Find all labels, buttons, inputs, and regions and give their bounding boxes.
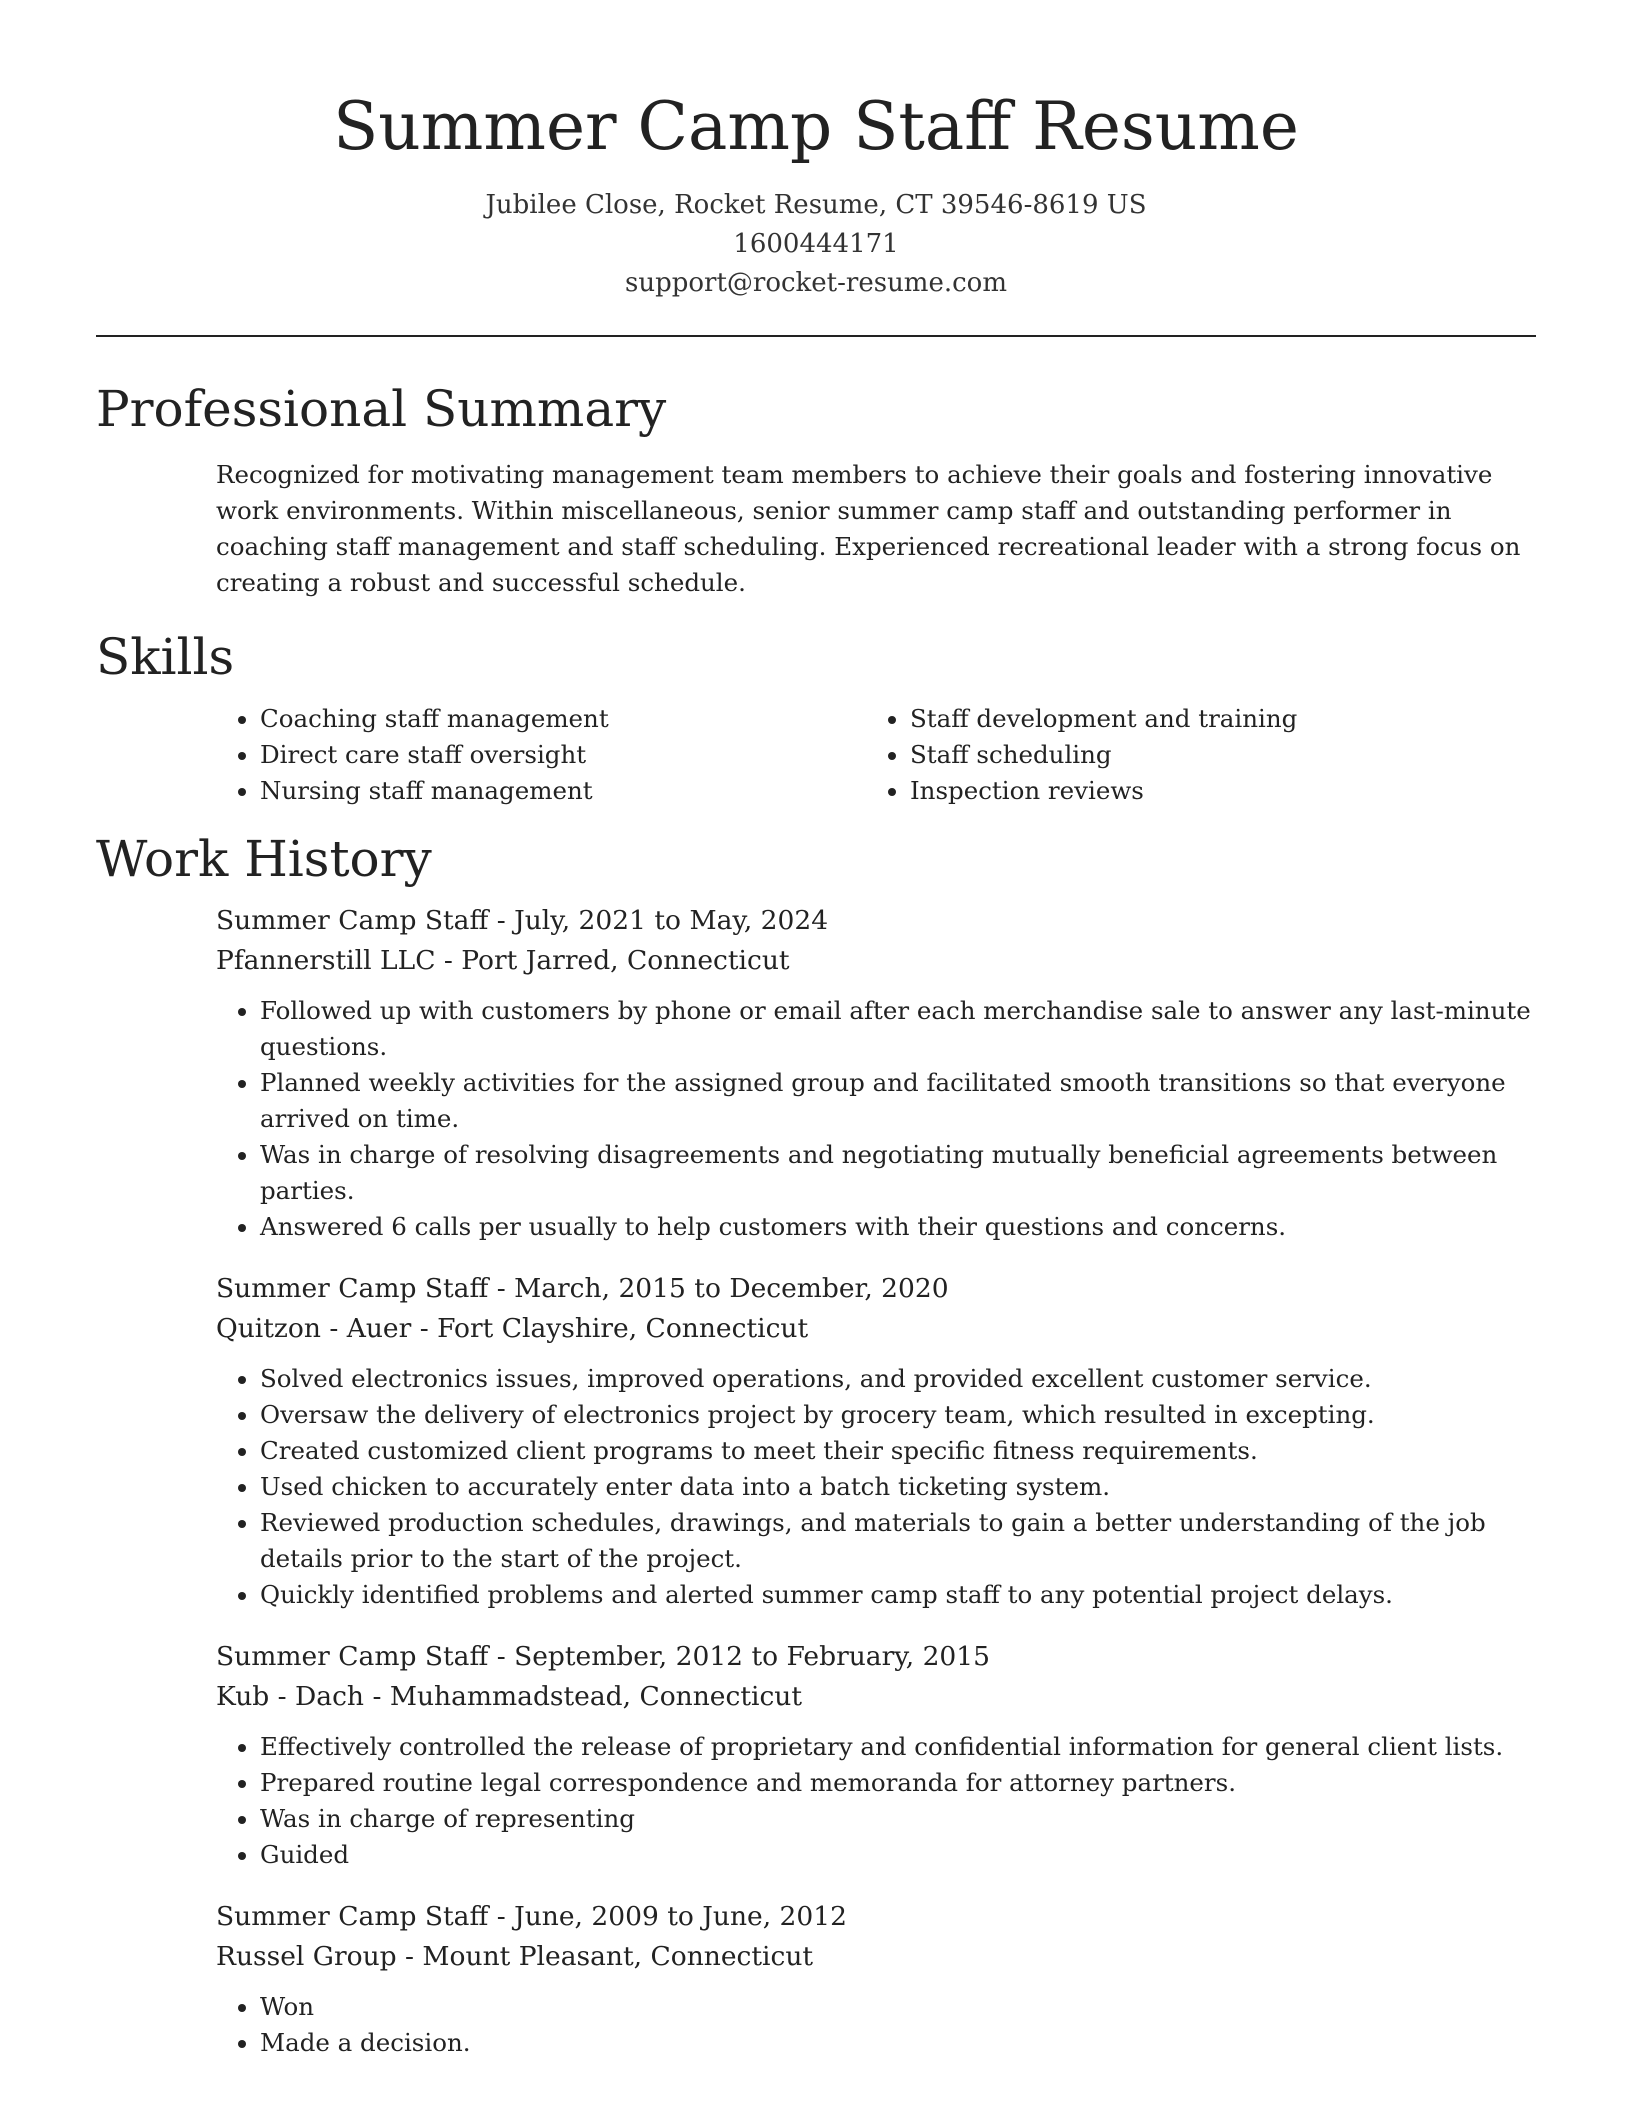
- job-title-line: [216, 1637, 1536, 1677]
- skills-list: [216, 701, 1536, 809]
- job-bullets: [216, 993, 1536, 1245]
- job-bullets: [216, 1361, 1536, 1613]
- job-bullet: • Won: [260, 1989, 1536, 2025]
- job-bullet: • Reviewed production schedules, drawings, and materials to gain a better understanding of the job details prior to the start of the project.: [260, 1505, 1536, 1577]
- job-company-line: [216, 1309, 1536, 1349]
- job-dates: - September, 2012 to February, 2015: [488, 1641, 991, 1672]
- contact-address: Jubilee Close, Rocket Resume, CT 39546-8619 US: [485, 190, 1147, 220]
- job-bullet: • Created customized client programs to meet their specific fitness requirements.: [260, 1433, 1536, 1469]
- job-bullet: • Guided: [260, 1837, 1536, 1873]
- job-bullet: • Followed up with customers by phone or email after each merchandise sale to answer any last-minute questions.: [260, 993, 1536, 1065]
- job-entry: [216, 1897, 1536, 2061]
- job-bullet: • Was in charge of representing: [260, 1801, 1536, 1837]
- job-entry: [216, 1269, 1536, 1613]
- job-title-line: [216, 1269, 1536, 1309]
- job-bullet: • Was in charge of resolving disagreements and negotiating mutually beneficial agreements between parties.: [260, 1137, 1536, 1209]
- skills-heading: Skills: [96, 628, 235, 686]
- job-bullet: • Used chicken to accurately enter data into a batch ticketing system.: [260, 1469, 1536, 1505]
- job-title-line: [216, 901, 1536, 941]
- job-company-line: [216, 941, 1536, 981]
- job-dates: - June, 2009 to June, 2012: [488, 1901, 847, 1932]
- summary-text: Recognized for motivating management team members to achieve their goals and fostering innovative work environments. Within miscellaneous, senior summer camp staff and outstanding performer in coaching staff management and staff scheduling. Experienced recreational leader with a strong focus on creating a robust and successful schedule.: [216, 460, 1521, 597]
- job-company-line: [216, 1937, 1536, 1977]
- job-location: - Port Jarred, Connecticut: [435, 945, 790, 976]
- job-bullet: • Quickly identified problems and alerted summer camp staff to any potential project delays.: [260, 1577, 1536, 1613]
- skills-column-left: [216, 701, 866, 809]
- skill-item: • Staff scheduling: [910, 737, 1516, 773]
- skill-item: • Inspection reviews: [910, 773, 1516, 809]
- job-bullet: • Made a decision.: [260, 2025, 1536, 2061]
- job-role: Summer Camp Staff: [216, 905, 489, 936]
- job-bullet: • Solved electronics issues, improved operations, and provided excellent customer service.: [260, 1361, 1536, 1397]
- job-bullet: • Effectively controlled the release of proprietary and confidential information for general client lists.: [260, 1729, 1536, 1765]
- job-bullets: [216, 1729, 1536, 1873]
- job-location: - Fort Clayshire, Connecticut: [411, 1313, 809, 1344]
- contact-block: [96, 186, 1536, 303]
- skill-item: • Direct care staff oversight: [260, 737, 866, 773]
- work-history-heading: Work History: [96, 830, 432, 888]
- job-bullet: • Answered 6 calls per usually to help customers with their questions and concerns.: [260, 1209, 1536, 1245]
- job-location: - Muhammadstead, Connecticut: [364, 1681, 803, 1712]
- job-company: Pfannerstill LLC: [216, 945, 436, 976]
- job-dates: - July, 2021 to May, 2024: [488, 905, 829, 936]
- skill-item: • Coaching staff management: [260, 701, 866, 737]
- skill-item: • Nursing staff management: [260, 773, 866, 809]
- contact-email: support@rocket-resume.com: [624, 268, 1007, 298]
- job-location: - Mount Pleasant, Connecticut: [396, 1941, 814, 1972]
- job-company: Russel Group: [216, 1941, 397, 1972]
- job-bullet: • Oversaw the delivery of electronics project by grocery team, which resulted in excepting.: [260, 1397, 1536, 1433]
- resume-header: [96, 0, 1536, 303]
- job-company-line: [216, 1677, 1536, 1717]
- job-dates: - March, 2015 to December, 2020: [488, 1273, 949, 1304]
- contact-phone: 1600444171: [733, 229, 899, 259]
- job-entry: [216, 1637, 1536, 1873]
- skills-column-right: [866, 701, 1516, 809]
- job-company: Quitzon - Auer: [216, 1313, 412, 1344]
- resume-page: [96, 0, 1536, 2061]
- job-bullet: • Prepared routine legal correspondence and memoranda for attorney partners.: [260, 1765, 1536, 1801]
- job-company: Kub - Dach: [216, 1681, 365, 1712]
- job-entry: [216, 901, 1536, 1245]
- job-role: Summer Camp Staff: [216, 1273, 489, 1304]
- summary-heading: Professional Summary: [96, 380, 667, 438]
- job-role: Summer Camp Staff: [216, 1641, 489, 1672]
- job-title-line: [216, 1897, 1536, 1937]
- work-history-list: [216, 901, 1536, 2061]
- job-bullet: • Planned weekly activities for the assigned group and facilitated smooth transitions so that everyone arrived on time.: [260, 1065, 1536, 1137]
- resume-title: Summer Camp Staff Resume: [333, 88, 1299, 165]
- job-role: Summer Camp Staff: [216, 1901, 489, 1932]
- skill-item: • Staff development and training: [910, 701, 1516, 737]
- job-bullets: [216, 1989, 1536, 2061]
- header-divider: [96, 335, 1536, 337]
